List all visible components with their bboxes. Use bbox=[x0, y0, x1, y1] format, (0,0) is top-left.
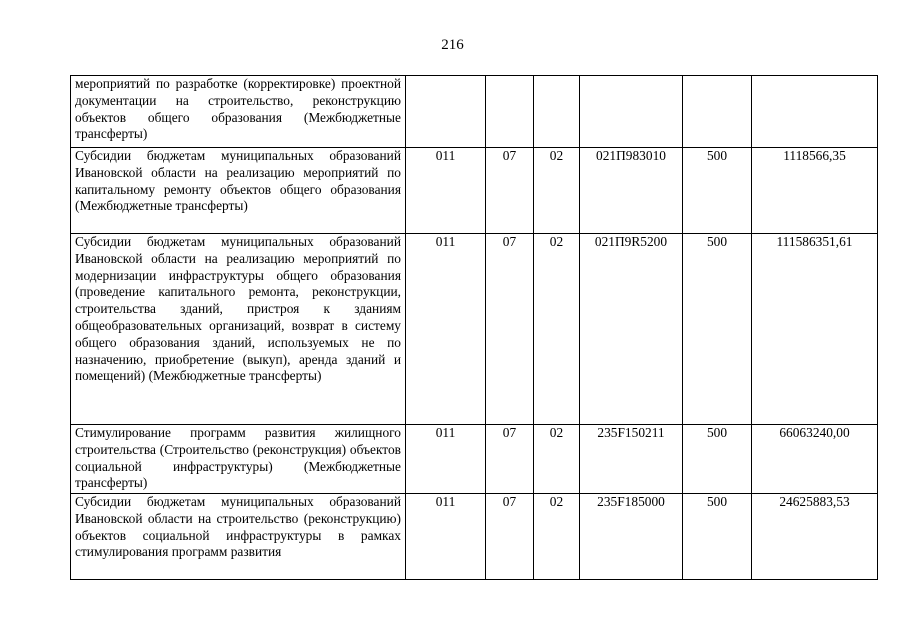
row-description: мероприятий по разработке (корректировке) проектной документации на строительство, реконструкцию объектов общего образования (Межбюджетные трансферты) bbox=[71, 76, 406, 148]
section-code: 07 bbox=[486, 494, 534, 580]
table-row bbox=[71, 234, 878, 425]
table-row bbox=[71, 76, 878, 148]
target-article-code: 235F150211 bbox=[580, 425, 683, 494]
amount: 1118566,35 bbox=[752, 148, 878, 234]
table-row bbox=[71, 425, 878, 494]
budget-table bbox=[70, 75, 878, 580]
table-row bbox=[71, 494, 878, 580]
admin-code: 011 bbox=[406, 234, 486, 425]
target-article-code: 021П983010 bbox=[580, 148, 683, 234]
target-article-code bbox=[580, 76, 683, 148]
admin-code: 011 bbox=[406, 494, 486, 580]
section-code bbox=[486, 76, 534, 148]
row-description: Субсидии бюджетам муниципальных образований Ивановской области на реализацию мероприятий по капитальному ремонту объектов общего образования (Межбюджетные трансферты) bbox=[71, 148, 406, 234]
amount: 66063240,00 bbox=[752, 425, 878, 494]
subsection-code bbox=[534, 76, 580, 148]
section-code: 07 bbox=[486, 148, 534, 234]
target-article-code: 235F185000 bbox=[580, 494, 683, 580]
expense-type-code: 500 bbox=[683, 425, 752, 494]
expense-type-code: 500 bbox=[683, 148, 752, 234]
row-description: Субсидии бюджетам муниципальных образований Ивановской области на строительство (реконструкцию) объектов социальной инфраструктуры в рамках стимулирования программ развития bbox=[71, 494, 406, 580]
admin-code: 011 bbox=[406, 425, 486, 494]
admin-code: 011 bbox=[406, 148, 486, 234]
section-code: 07 bbox=[486, 425, 534, 494]
expense-type-code bbox=[683, 76, 752, 148]
admin-code bbox=[406, 76, 486, 148]
subsection-code: 02 bbox=[534, 234, 580, 425]
subsection-code: 02 bbox=[534, 425, 580, 494]
row-description: Субсидии бюджетам муниципальных образований Ивановской области на реализацию мероприятий по модернизации инфраструктуры общего образования (проведение капитального ремонта, реконструкции, строительства зданий, пристроя к зданиям общеобразовательных организаций, возврат в систему общего образования зданий, используемых не по назначению, приобретение (выкуп), аренда зданий и помещений) (Межбюджетные трансферты) bbox=[71, 234, 406, 425]
target-article-code: 021П9R5200 bbox=[580, 234, 683, 425]
amount: 24625883,53 bbox=[752, 494, 878, 580]
table-row bbox=[71, 148, 878, 234]
section-code: 07 bbox=[486, 234, 534, 425]
subsection-code: 02 bbox=[534, 494, 580, 580]
expense-type-code: 500 bbox=[683, 494, 752, 580]
amount: 111586351,61 bbox=[752, 234, 878, 425]
page-number: 216 bbox=[441, 37, 464, 53]
subsection-code: 02 bbox=[534, 148, 580, 234]
amount bbox=[752, 76, 878, 148]
row-description: Стимулирование программ развития жилищного строительства (Строительство (реконструкция) объектов социальной инфраструктуры) (Межбюджетные трансферты) bbox=[71, 425, 406, 494]
expense-type-code: 500 bbox=[683, 234, 752, 425]
